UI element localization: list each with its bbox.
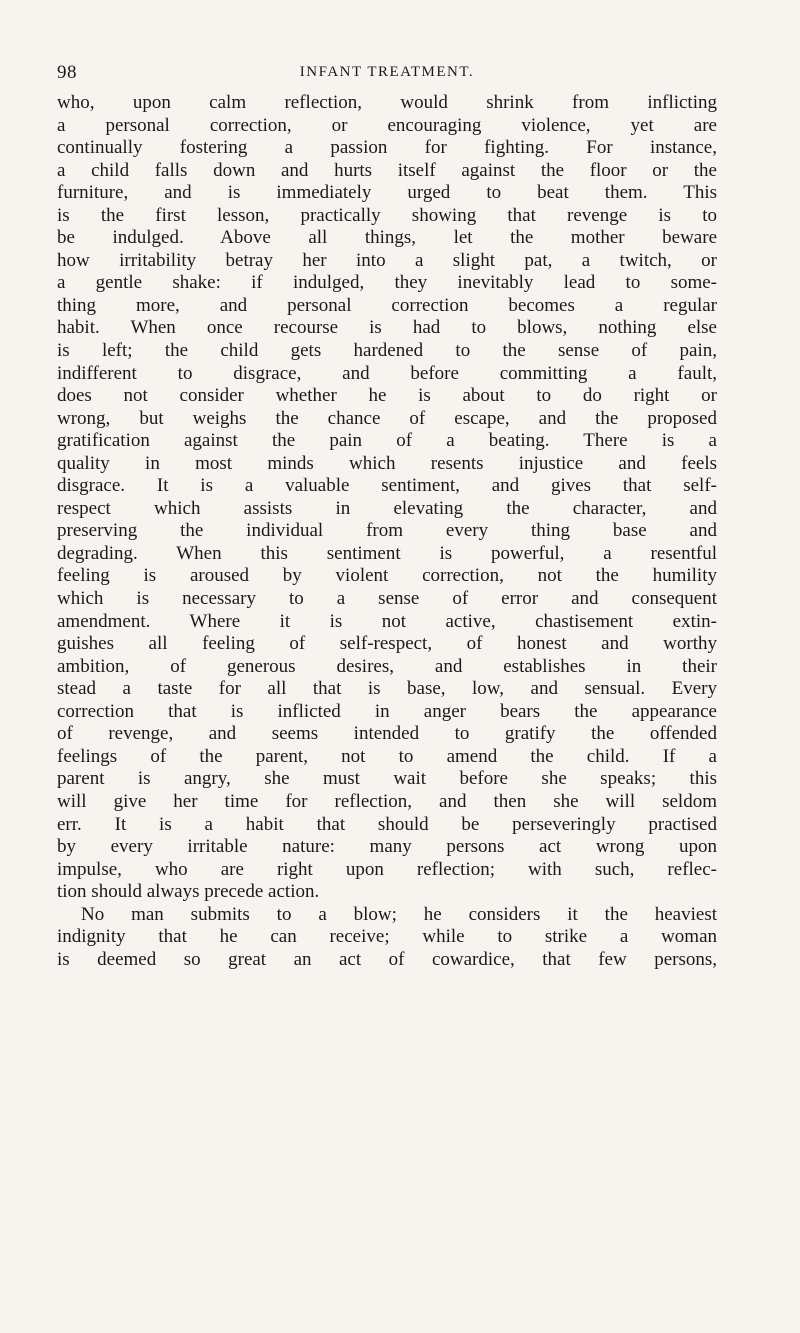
text-line: who, upon calm reflection, would shrink from inflicting [57, 92, 717, 113]
text-line: which is necessary to a sense of error and consequent [57, 588, 717, 610]
text-line: ambition, of generous desires, and establishes in their [57, 655, 717, 677]
text-line: will give her time for reflection, and then she will seldom [57, 790, 717, 812]
text-line: gratification against the pain of a beating. There is a [57, 430, 717, 452]
text-line: tion should always precede action. [57, 881, 320, 903]
text-line: a child falls down and hurts itself against the floor or the [57, 159, 717, 181]
text-line: degrading. When this sentiment is powerful, a resentful [57, 542, 717, 564]
text-line: guishes all feeling of self-respect, of honest and worthy [57, 633, 717, 655]
text-line: preserving the individual from every thing base and [57, 520, 717, 542]
running-head: INFANT TREATMENT. [299, 64, 475, 80]
text-line: a personal correction, or encouraging violence, yet are [57, 114, 717, 136]
text-line: amendment. Where it is not active, chastisement extin- [57, 610, 717, 632]
text-line: impulse, who are right upon reflection; with such, reflec- [57, 858, 717, 880]
text-line: No man submits to a blow; he considers it the heaviest [81, 903, 717, 925]
text-line: quality in most minds which resents injustice and feels [57, 452, 717, 474]
text-line: disgrace. It is a valuable sentiment, and gives that self- [57, 475, 717, 497]
text-line: thing more, and personal correction becomes a regular [57, 294, 717, 316]
page-number: 98 [57, 62, 77, 83]
text-line: by every irritable nature: many persons act wrong upon [57, 836, 717, 858]
page-header [57, 62, 717, 86]
text-line: be indulged. Above all things, let the mother beware [57, 227, 717, 249]
text-line: continually fostering a passion for fighting. For instance, [57, 137, 717, 159]
text-line: stead a taste for all that is base, low, and sensual. Every [57, 678, 717, 700]
text-line: is the first lesson, practically showing that revenge is to [57, 204, 717, 226]
text-line: wrong, but weighs the chance of escape, and the proposed [57, 407, 717, 429]
text-line: respect which assists in elevating the character, and [57, 497, 717, 519]
text-line: feeling is aroused by violent correction, not the humility [57, 565, 717, 587]
text-line: habit. When once recourse is had to blows, nothing else [57, 317, 717, 339]
text-line: a gentle shake: if indulged, they inevitably lead to some- [57, 272, 717, 294]
text-line: of revenge, and seems intended to gratify the offended [57, 723, 717, 745]
text-line: does not consider whether he is about to do right or [57, 385, 717, 407]
text-line: furniture, and is immediately urged to beat them. This [57, 182, 717, 204]
text-line: is deemed so great an act of cowardice, that few persons, [57, 948, 717, 970]
body-text [57, 92, 717, 971]
text-line: indignity that he can receive; while to strike a woman [57, 926, 717, 948]
text-line: correction that is inflicted in anger bears the appearance [57, 700, 717, 722]
text-line: how irritability betray her into a slight pat, a twitch, or [57, 249, 717, 271]
text-line: parent is angry, she must wait before she speaks; this [57, 768, 717, 790]
text-line: indifferent to disgrace, and before committing a fault, [57, 362, 717, 384]
text-line: err. It is a habit that should be perseveringly practised [57, 813, 717, 835]
text-line: is left; the child gets hardened to the sense of pain, [57, 340, 717, 362]
text-line: feelings of the parent, not to amend the child. If a [57, 745, 717, 767]
